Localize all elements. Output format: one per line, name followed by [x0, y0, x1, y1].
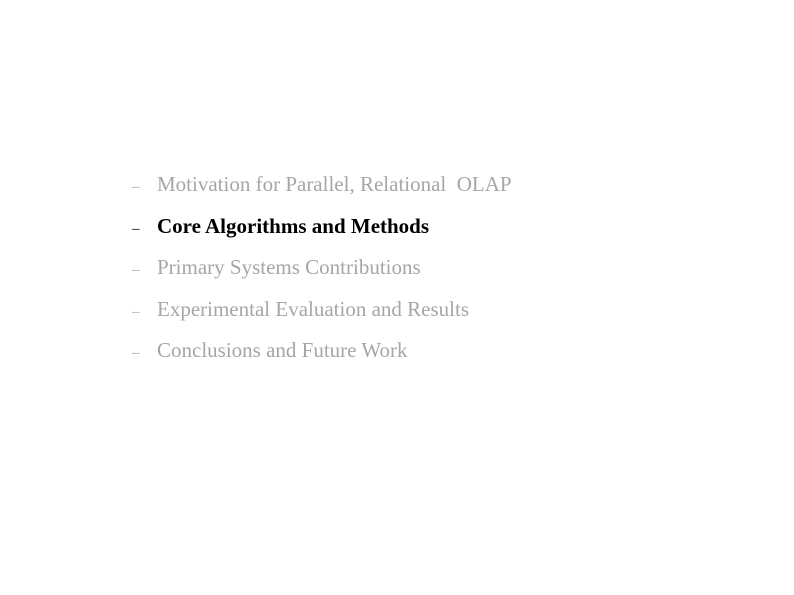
- outline-item-primary-systems: [132, 247, 512, 289]
- outline-item-conclusions: [132, 330, 512, 372]
- outline-item-core-algorithms: [132, 206, 512, 248]
- dash-bullet: –: [132, 262, 140, 279]
- outline-item-label: Primary Systems Contributions: [157, 255, 421, 280]
- dash-bullet: –: [132, 179, 140, 196]
- dash-bullet: –: [132, 220, 140, 237]
- outline-item-label: Motivation for Parallel, Relational OLAP: [157, 172, 512, 197]
- outline-item-experimental-evaluation: [132, 289, 512, 331]
- dash-bullet: –: [132, 345, 140, 362]
- outline-item-label: Core Algorithms and Methods: [157, 213, 430, 238]
- outline-item-label: Experimental Evaluation and Results: [157, 296, 470, 321]
- outline-list: [132, 164, 512, 372]
- outline-item-motivation: [132, 164, 512, 206]
- dash-bullet: –: [132, 303, 140, 320]
- outline-item-label: Conclusions and Future Work: [157, 338, 408, 363]
